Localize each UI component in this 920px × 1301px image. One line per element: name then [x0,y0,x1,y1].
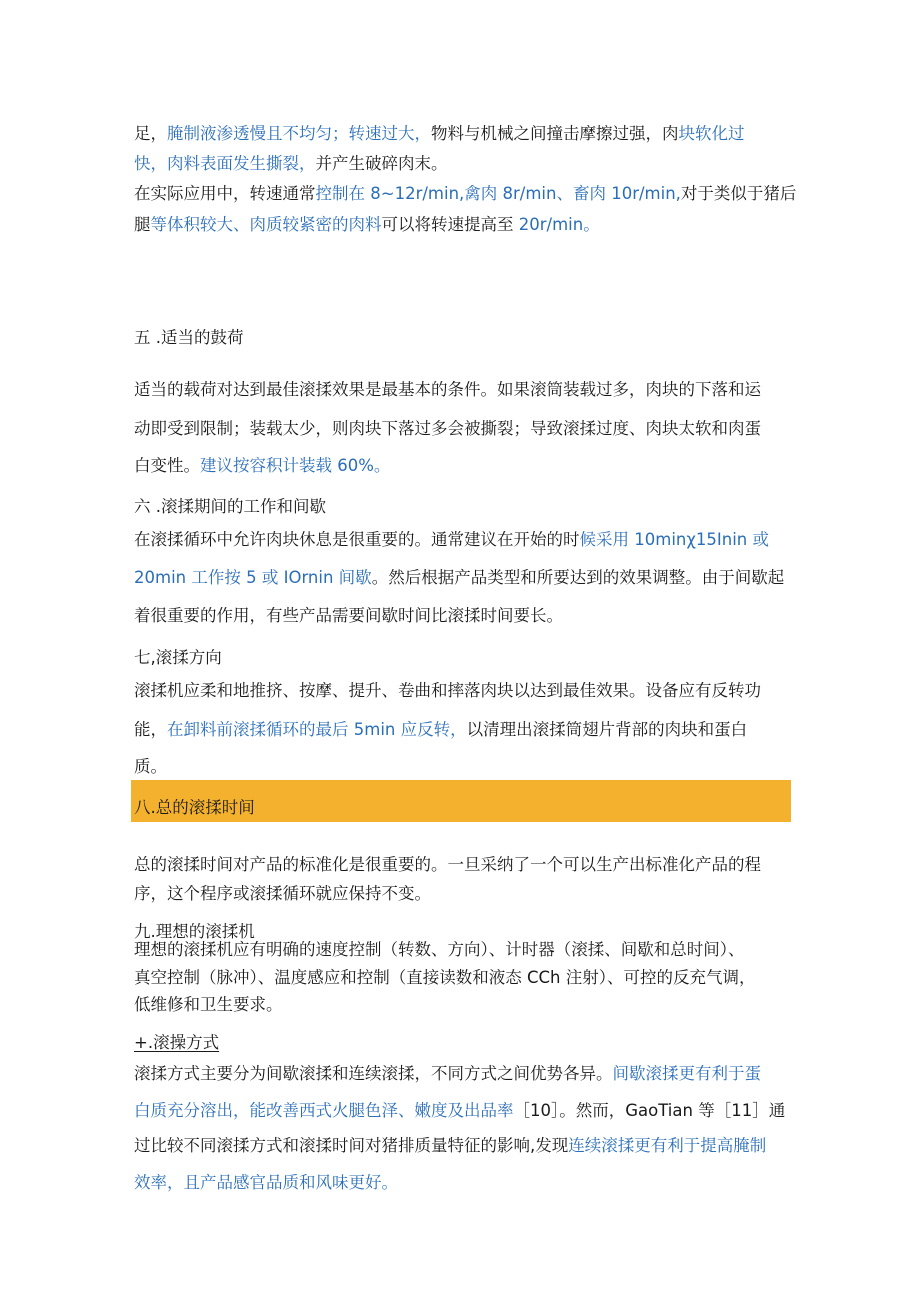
text-line [134,214,794,234]
highlighted-text: 20min 工作按 5 或 IOrnin 间歇 [134,567,372,587]
paragraph-roll-speed [134,124,797,234]
section-heading-10: +.滚操方式 [134,1033,220,1052]
section-5-body [134,382,794,475]
text-line [134,184,797,203]
body-text: 在实际应用中，转速通常 [134,184,316,203]
body-text: 质。 [134,757,167,776]
body-text: 适当的载荷对达到最佳滚揉效果是最基本的条件。如果滚筒装载过多，肉块的下落和运 [134,380,761,399]
highlighted-heading-band [131,780,791,822]
text-line [134,418,794,438]
section-heading-9: 九.理想的滚揉机 [134,922,255,941]
section-heading-6: 六 .滚揉期间的工作和间歇 [134,497,326,516]
text-line [134,683,794,700]
body-text: 着很重要的作用，有些产品需要间歇时间比滚揉时间要长。 [134,606,563,625]
body-text: ［10］。然而，GaoTian 等［11］通 [513,1100,786,1120]
text-line [134,719,794,739]
text-line [134,608,794,625]
body-text: 白变性。 [134,456,200,475]
section-7-body [134,683,794,776]
body-text: 以清理出滚揉筒翅片背部的肉块和蛋白 [466,719,748,739]
body-text: 真空控制（脉冲）、温度感应和控制（直接读数和液态 CCh 注射）、可控的反充气调， [134,967,756,987]
highlighted-text: 等体积较大、肉质较紧密的肉料 [150,214,382,234]
highlighted-text: 间歇滚揉更有利于蛋 [612,1064,761,1083]
body-text: 低维修和卫生要求。 [134,995,283,1014]
text-line [134,382,794,399]
body-text: 动即受到限制；装载太少，则肉块下落过多会被撕裂；导致滚揉过度、肉块太软和肉蛋 [134,418,761,438]
text-line [134,1066,794,1083]
body-text: 总的滚揉时间对产品的标准化是很重要的。一旦采纳了一个可以生产出标准化产品的程 [134,855,761,874]
section-heading-7: 七,滚揉方向 [134,648,222,667]
highlighted-text: 控制在 8~12r/min,禽肉 8r/min、畜肉 10r/min, [315,184,681,203]
text-line [134,1172,794,1192]
section-6-body [134,532,794,625]
highlighted-text: 连续滚揉更有利于提高腌制 [568,1136,767,1155]
text-line [134,967,794,987]
highlighted-text: 效率，且产品感官品质和风味更好。 [134,1172,398,1192]
section-8-body [134,857,794,902]
section-heading-8: 八.总的滚揉时间 [134,798,255,817]
body-text: 滚揉机应柔和地推挤、按摩、提升、卷曲和摔落肉块以达到最佳效果。设备应有反转功 [134,681,761,700]
text-line [134,857,794,874]
text-line [134,942,794,959]
text-line [134,126,794,143]
body-text: 理想的滚揉机应有明确的速度控制（转数、方向）、计时器（滚揉、间歇和总时间）、 [134,940,745,959]
body-text: 足， [134,124,167,143]
text-line [134,1100,794,1120]
text-line [134,458,794,475]
body-text: 。然后根据产品类型和所要达到的效果调整。由于间歇起 [371,567,785,587]
text-line [134,532,794,549]
text-line [134,567,794,587]
body-text: 并产生破碎肉末。 [315,153,448,173]
body-text: 物料与机械之间撞击摩擦过强，肉 [431,124,679,143]
highlighted-text: 白质充分溶出，能改善西式火腿色泽、嫩度及出品率 [134,1100,514,1120]
body-text: 对于类似于猪后 [680,184,797,203]
highlighted-text: 20r/min。 [518,214,600,234]
text-line [134,1138,794,1155]
section-10-body [134,1066,794,1191]
highlighted-text: 腌制液渗透慢且不均匀；转速过大， [167,124,431,143]
body-text: 序，这个程序或滚揉循环就应保持不变。 [134,883,431,903]
section-heading-5: 五 .适当的鼓荷 [134,328,244,347]
body-text: 可以将转速提高至 [381,214,519,234]
section-9-body [134,942,794,1014]
body-text: 过比较不同滚揉方式和滚揉时间对猪排质量特征的影响,发现 [134,1136,569,1155]
highlighted-text: 快，肉料表面发生撕裂， [134,153,316,173]
highlighted-text: 建议按容积计装载 60%。 [200,456,391,475]
highlighted-text: 候采用 10minχ15Inin 或 [579,530,769,549]
body-text: 能， [134,719,167,739]
body-text: 滚揉方式主要分为间歇滚揉和连续滚揉，不同方式之间优势各异。 [134,1064,613,1083]
text-line [134,997,794,1014]
body-text: 腿 [134,214,151,234]
body-text: 在滚揉循环中允许肉块休息是很重要的。通常建议在开始的时 [134,530,580,549]
text-line [134,883,794,903]
highlighted-text: 块软化过 [678,124,745,143]
text-line [134,759,794,776]
highlighted-text: 在卸料前滚揉循环的最后 5min 应反转， [167,719,467,739]
text-line [134,153,794,173]
